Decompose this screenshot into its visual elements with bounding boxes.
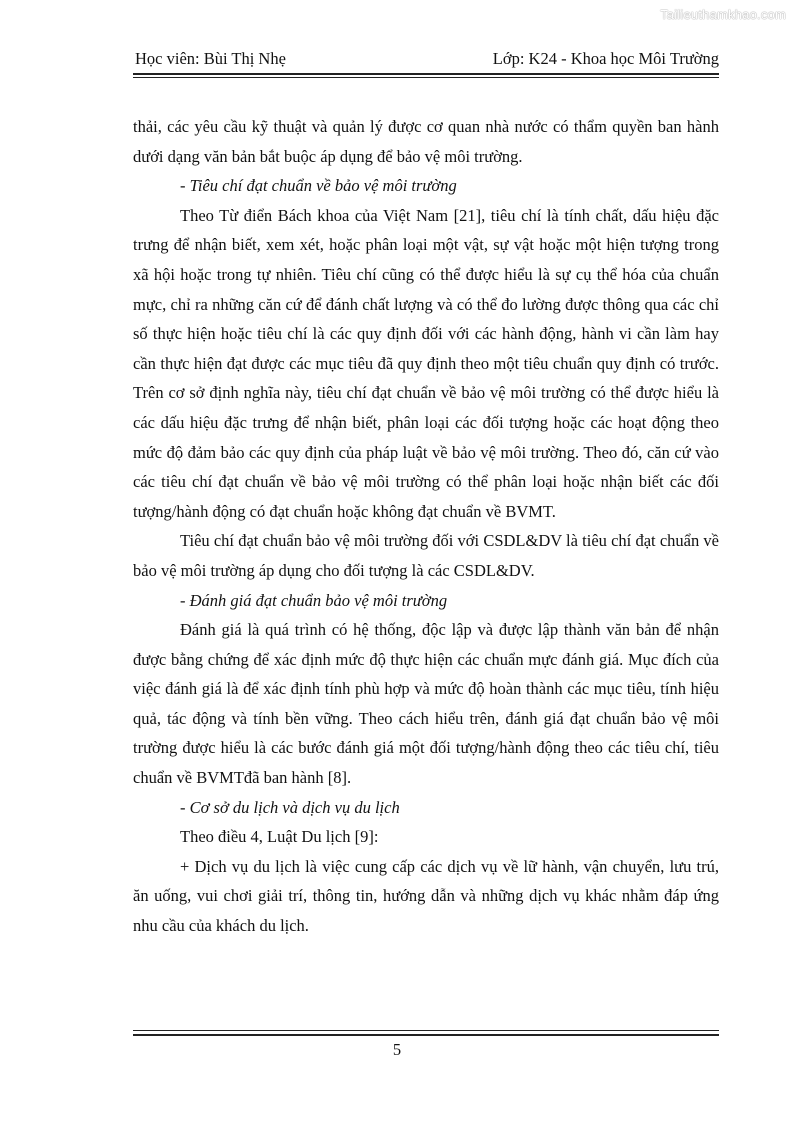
paragraph-4: Đánh giá là quá trình có hệ thống, độc lập và được lập thành văn bản để nhận được bằng chứng để xác định mức độ thực hiện các chuẩn mực đánh giá. Mục đích của việc đánh giá là để xác định tính phù hợp và mức độ hoàn thành các mục tiêu, tính hiệu quả, tác động và tính bền vững. Theo cách hiểu trên, đánh giá đạt chuẩn bảo vệ môi trường được hiểu là các bước đánh giá một đối tượng/hành động theo các tiêu chí, tiêu chuẩn về BVMTđã ban hành [8]. [133,620,719,788]
watermark: Tailieuthamkhao.com [660,7,786,22]
header-rule-thick [133,73,719,75]
paragraph-2: Theo Từ điển Bách khoa của Việt Nam [21], tiêu chí là tính chất, dấu hiệu đặc trưng để nhận biết, xem xét, hoặc phân loại một vật, sự vật hoặc một hiện tượng trong xã hội hoặc trong tự nhiên. Tiêu chí cũng có thể được hiểu là sự cụ thể hóa của chuẩn mực, chỉ ra những căn cứ để đánh chất lượng và có thể đo lường được thông qua các chỉ số thực hiện hoặc tiêu chí là các quy định đối với các hành động, hành vi cần làm hay cần thực hiện đạt được các mục tiêu đã quy định theo một tiêu chuẩn quy định có trước. Trên cơ sở định nghĩa này, tiêu chí đạt chuẩn về bảo vệ môi trường có thể được hiểu là các dấu hiệu đặc trưng để nhận biết, phân loại các đối tượng hoặc các hoạt động theo mức độ đảm bảo các quy định của pháp luật về bảo vệ môi trường. Theo đó, căn cứ vào các tiêu chí đạt chuẩn về bảo vệ môi trường có thể phân loại hoặc nhận biết các đối tượng/hành động có đạt chuẩn hoặc không đạt chuẩn về BVMT. [133,205,719,521]
page-header [133,49,719,71]
paragraph-3: Tiêu chí đạt chuẩn bảo vệ môi trường đối với CSDL&DV là tiêu chí đạt chuẩn về bảo vệ môi trường áp dụng cho đối tượng là các CSDL&DV. [133,531,719,580]
header-rule-thin [133,77,719,78]
footer-rule-thin [133,1030,719,1031]
document-body [133,112,719,941]
class-name: Lớp: K24 - Khoa học Môi Trường [492,49,719,68]
paragraph-1: thải, các yêu cầu kỹ thuật và quản lý được cơ quan nhà nước có thẩm quyền ban hành dưới dạng văn bản bắt buộc áp dụng để bảo vệ môi trường. [133,117,719,166]
section-heading-assessment: - Đánh giá đạt chuẩn bảo vệ môi trường [180,590,448,610]
footer-rule-thick [133,1034,719,1036]
section-heading-tourism: - Cơ sở du lịch và dịch vụ du lịch [180,797,400,817]
student-name: Học viên: Bùi Thị Nhẹ [135,49,286,68]
paragraph-6: + Dịch vụ du lịch là việc cung cấp các dịch vụ về lữ hành, vận chuyển, lưu trú, ăn uống, vui chơi giải trí, thông tin, hướng dẫn và những dịch vụ khác nhằm đáp ứng nhu cầu của khách du lịch. [133,856,719,936]
page-number: 5 [392,1040,402,1059]
section-heading-criteria: - Tiêu chí đạt chuẩn về bảo vệ môi trường [180,176,457,196]
paragraph-5: Theo điều 4, Luật Du lịch [9]: [180,827,379,847]
